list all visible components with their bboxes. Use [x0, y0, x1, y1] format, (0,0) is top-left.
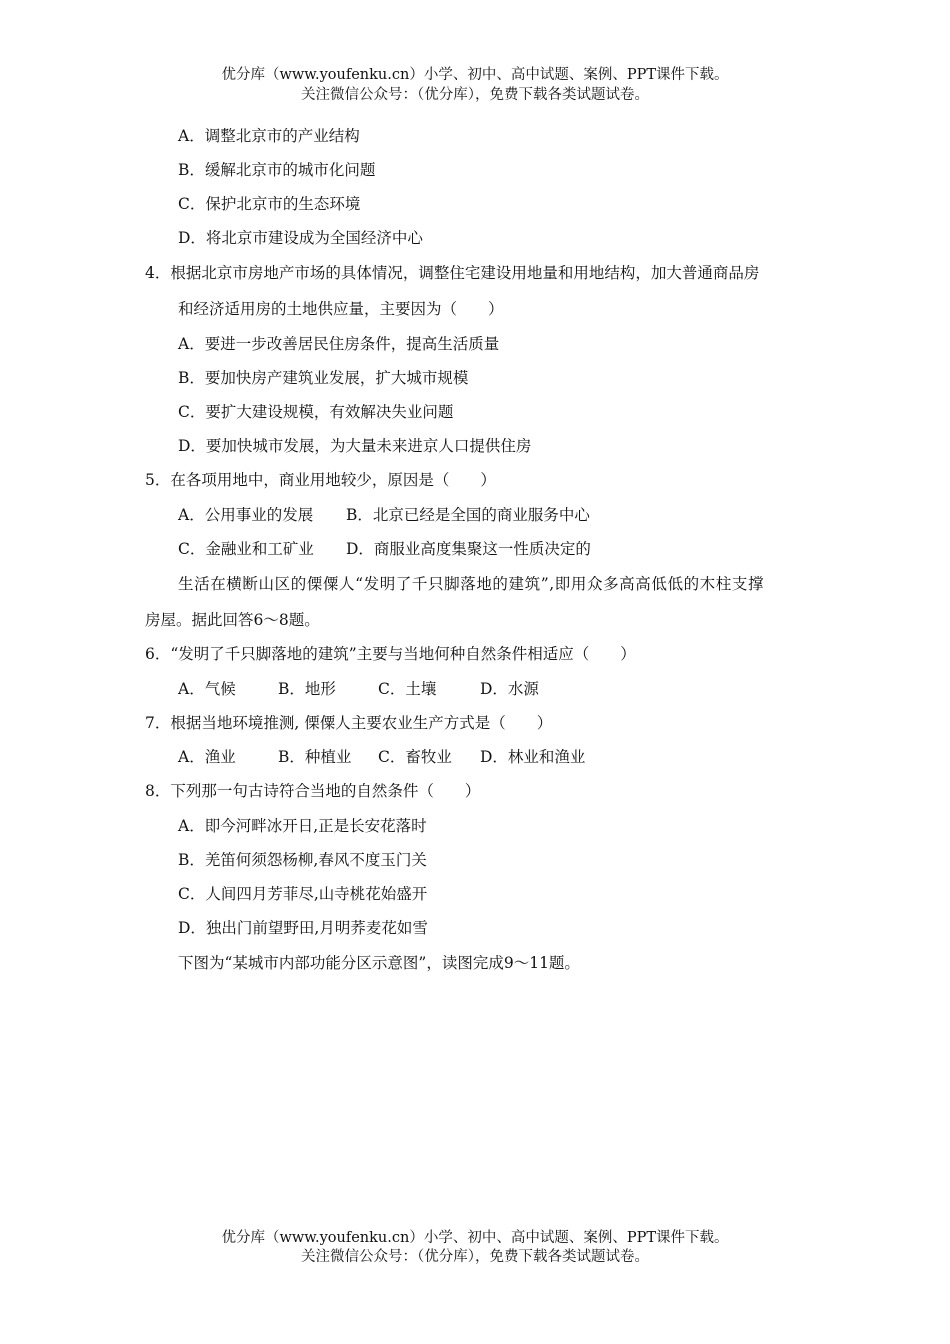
question-4-stem-cont: 和经济适用房的土地供应量，主要因为（ ）	[178, 300, 504, 318]
header-line-1: 优分库（www.youfenku.cn）小学、初中、高中试题、案例、PPT课件下载。	[221, 67, 729, 83]
option-5d: D．商服业高度集聚这一性质决定的	[346, 540, 591, 558]
footer-line-1: 优分库（www.youfenku.cn）小学、初中、高中试题、案例、PPT课件下载。	[221, 1230, 729, 1246]
option-6b: B．地形	[278, 680, 336, 698]
option-3b: B．缓解北京市的城市化问题	[178, 161, 376, 179]
intro-6-8-line-2: 房屋。据此回答6～8题。	[145, 611, 320, 629]
intro-6-8-line-1: 生活在横断山区的傈僳人“发明了千只脚落地的建筑”,即用众多高高低低的木柱支撑	[178, 575, 765, 593]
option-3c: C．保护北京市的生态环境	[178, 195, 361, 213]
option-7a: A．渔业	[178, 748, 236, 766]
option-6a: A．气候	[178, 680, 236, 698]
option-6c: C．土壤	[378, 680, 437, 698]
option-3d: D．将北京市建设成为全国经济中心	[178, 229, 423, 247]
option-8b: B．羌笛何须怨杨柳,春风不度玉门关	[178, 851, 427, 869]
option-4a: A．要进一步改善居民住房条件，提高生活质量	[178, 335, 500, 353]
question-5-stem: 5．在各项用地中，商业用地较少，原因是（ ）	[145, 471, 496, 489]
header-line-2: 关注微信公众号：（优分库），免费下载各类试题试卷。	[301, 87, 649, 103]
option-7b: B．种植业	[278, 748, 352, 766]
option-5a: A．公用事业的发展	[178, 506, 314, 524]
option-8c: C．人间四月芳菲尽,山寺桃花始盛开	[178, 885, 428, 903]
option-4d: D．要加快城市发展，为大量未来进京人口提供住房	[178, 437, 532, 455]
footer-line-2: 关注微信公众号：（优分库），免费下载各类试题试卷。	[301, 1249, 649, 1265]
option-7c: C．畜牧业	[378, 748, 452, 766]
question-8-stem: 8．下列那一句古诗符合当地的自然条件（ ）	[145, 782, 481, 800]
intro-9-11: 下图为“某城市内部功能分区示意图”，读图完成9～11题。	[178, 954, 580, 972]
option-6d: D．水源	[480, 680, 539, 698]
question-4-stem: 4．根据北京市房地产市场的具体情况，调整住宅建设用地量和用地结构，加大普通商品房	[145, 264, 760, 282]
option-7d: D．林业和渔业	[480, 748, 586, 766]
question-6-stem: 6．“发明了千只脚落地的建筑”主要与当地何种自然条件相适应（ ）	[145, 645, 636, 663]
option-4b: B．要加快房产建筑业发展，扩大城市规模	[178, 369, 469, 387]
option-8d: D．独出门前望野田,月明荞麦花如雪	[178, 919, 428, 937]
option-8a: A．即今河畔冰开日,正是长安花落时	[178, 817, 427, 835]
option-4c: C．要扩大建设规模，有效解决失业问题	[178, 403, 454, 421]
option-5b: B．北京已经是全国的商业服务中心	[346, 506, 590, 524]
option-5c: C．金融业和工矿业	[178, 540, 314, 558]
option-3a: A．调整北京市的产业结构	[178, 127, 360, 145]
question-7-stem: 7．根据当地环境推测, 傈僳人主要农业生产方式是（ ）	[145, 714, 553, 732]
